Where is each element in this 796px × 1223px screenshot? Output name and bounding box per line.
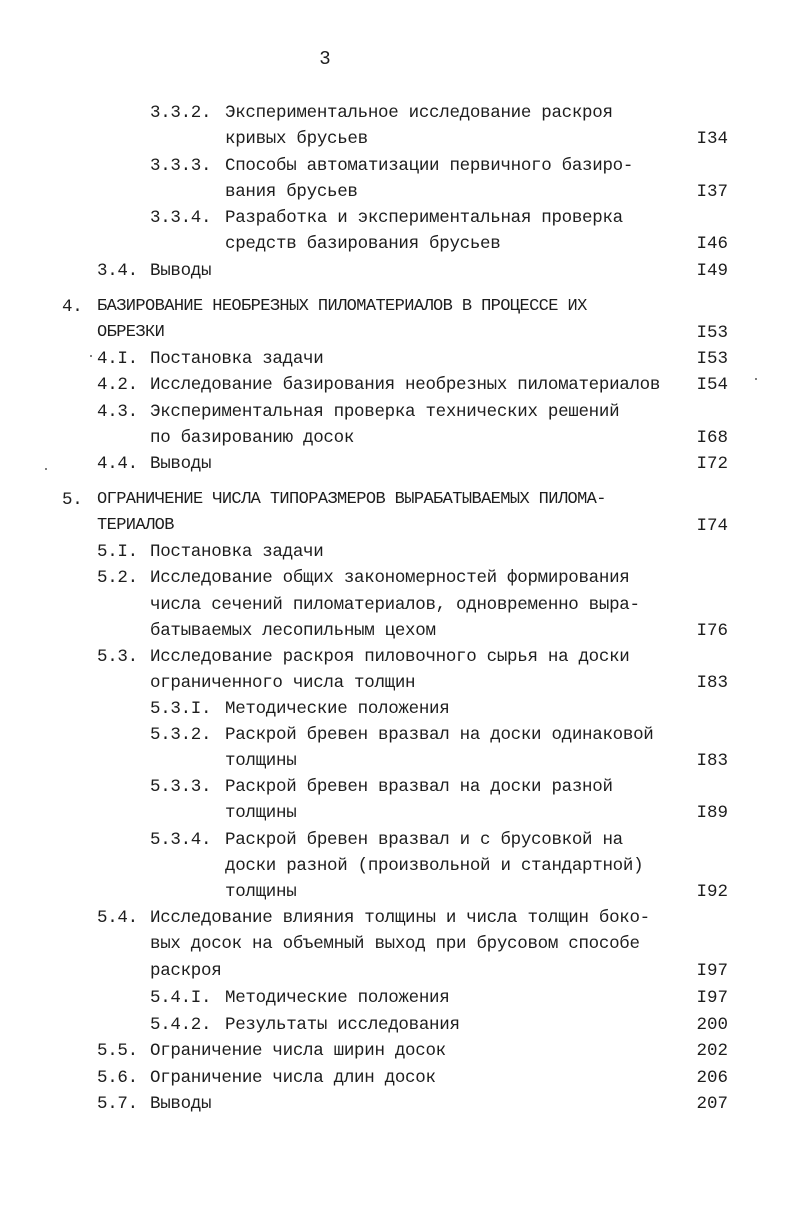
toc-entry-title-line: Методические положения (225, 988, 450, 1008)
toc-entry-title-line: ограниченного числа толщин (150, 673, 416, 693)
toc-entry-title-line: Разработка и экспериментальная проверка (225, 208, 623, 228)
toc-entry-title-line: Ограничение числа ширин досок (150, 1041, 446, 1061)
toc-entry-number: 5.2. (97, 568, 138, 588)
toc-entry-title-line: Экспериментальное исследование раскроя (225, 103, 613, 123)
toc-entry-title-line: Исследование раскроя пиловочного сырья на доски (150, 647, 630, 667)
toc-entry-page: I89 (696, 803, 728, 823)
toc-entry-number: 5.6. (97, 1068, 138, 1088)
scan-speck (755, 378, 757, 380)
toc-entry-number: 3.3.3. (150, 156, 212, 176)
toc-entry-page: I97 (696, 961, 728, 981)
toc-entry-page: I76 (696, 621, 728, 641)
toc-entry-page: 206 (696, 1068, 728, 1088)
toc-entry-page: I49 (696, 261, 728, 281)
toc-entry-title-line: ОГРАНИЧЕНИЕ ЧИСЛА ТИПОРАЗМЕРОВ ВЫРАБАТЫВАЕМЫХ ПИЛОМА- (97, 490, 606, 509)
toc-entry-page: I53 (696, 323, 728, 343)
toc-entry-number: 4.2. (97, 375, 138, 395)
toc-entry-page: I34 (696, 129, 728, 149)
scan-speck (45, 468, 47, 470)
page-number: 3 (319, 48, 331, 70)
toc-entry-title-line: Результаты исследования (225, 1015, 460, 1035)
toc-entry-title-line: числа сечений пиломатериалов, одновременно выра- (150, 595, 640, 615)
toc-entry-title-line: ОБРЕЗКИ (97, 323, 165, 342)
toc-entry-page: I72 (696, 454, 728, 474)
toc-entry-page: 200 (696, 1015, 728, 1035)
toc-entry-number: 4.4. (97, 454, 138, 474)
toc-entry-title-line: доски разной (произвольной и стандартной) (225, 856, 644, 876)
toc-entry-title-line: Выводы (150, 454, 212, 474)
toc-entry-title-line: Раскрой бревен вразвал на доски одинаковой (225, 725, 654, 745)
toc-entry-title-line: Раскрой бревен вразвал и с брусовкой на (225, 830, 623, 850)
toc-entry-number: 5.4. (97, 908, 138, 928)
toc-entry-title-line: Выводы (150, 261, 212, 281)
toc-entry-number: 5.3.I. (150, 699, 212, 719)
toc-entry-number: 3.4. (97, 261, 138, 281)
toc-entry-title-line: средств базирования брусьев (225, 234, 501, 254)
toc-entry-number: 5.3.2. (150, 725, 212, 745)
toc-entry-page: I92 (696, 882, 728, 902)
toc-entry-title-line: вания брусьев (225, 182, 358, 202)
toc-entry-title-line: Раскрой бревен вразвал на доски разной (225, 777, 613, 797)
toc-entry-title-line: Экспериментальная проверка технических решений (150, 402, 620, 422)
toc-entry-number: 5.I. (97, 542, 138, 562)
toc-entry-number: 3.3.4. (150, 208, 212, 228)
toc-entry-page: I83 (696, 673, 728, 693)
toc-entry-number: 5.4.2. (150, 1015, 212, 1035)
toc-entry-title-line: Исследование общих закономерностей формирования (150, 568, 630, 588)
toc-entry-number: 3.3.2. (150, 103, 212, 123)
toc-entry-title-line: Выводы (150, 1094, 212, 1114)
toc-entry-page: I37 (696, 182, 728, 202)
toc-entry-number: 4.3. (97, 402, 138, 422)
toc-entry-title-line: Способы автоматизации первичного базиро- (225, 156, 634, 176)
toc-entry-page: 207 (696, 1094, 728, 1114)
toc-entry-title-line: кривых брусьев (225, 129, 368, 149)
toc-entry-number: 5.5. (97, 1041, 138, 1061)
toc-entry-title-line: толщины (225, 751, 297, 771)
toc-entry-title-line: толщины (225, 803, 297, 823)
toc-entry-page: I46 (696, 234, 728, 254)
toc-entry-title-line: Исследование влияния толщины и числа толщин боко- (150, 908, 650, 928)
toc-entry-title-line: Постановка задачи (150, 349, 324, 369)
toc-entry-title-line: вых досок на объемный выход при брусовом способе (150, 934, 640, 954)
toc-entry-page: I54 (696, 375, 728, 395)
toc-entry-number: 5.4.I. (150, 988, 212, 1008)
scan-speck (90, 355, 92, 357)
toc-entry-title-line: Ограничение числа длин досок (150, 1068, 436, 1088)
toc-entry-title-line: БАЗИРОВАНИЕ НЕОБРЕЗНЫХ ПИЛОМАТЕРИАЛОВ В ПРОЦЕССЕ ИХ (97, 297, 587, 316)
toc-entry-number: 5.3.4. (150, 830, 212, 850)
toc-entry-title-line: раскроя (150, 961, 222, 981)
toc-entry-number: 5. (62, 490, 83, 510)
toc-entry-title-line: по базированию досок (150, 428, 355, 448)
toc-entry-page: 202 (696, 1041, 728, 1061)
toc-entry-title-line: Постановка задачи (150, 542, 324, 562)
toc-entry-number: 4. (62, 297, 83, 317)
toc-entry-title-line: батываемых лесопильным цехом (150, 621, 436, 641)
toc-entry-page: I68 (696, 428, 728, 448)
toc-entry-title-line: Методические положения (225, 699, 450, 719)
toc-entry-page: I53 (696, 349, 728, 369)
toc-entry-page: I83 (696, 751, 728, 771)
toc-entry-title-line: Исследование базирования необрезных пиломатериалов (150, 375, 661, 395)
toc-entry-page: I97 (696, 988, 728, 1008)
toc-entry-number: 4.I. (97, 349, 138, 369)
toc-entry-page: I74 (696, 516, 728, 536)
toc-entry-number: 5.3.3. (150, 777, 212, 797)
toc-entry-title-line: ТЕРИАЛОВ (97, 516, 174, 535)
toc-entry-title-line: толщины (225, 882, 297, 902)
toc-entry-number: 5.3. (97, 647, 138, 667)
toc-entry-number: 5.7. (97, 1094, 138, 1114)
